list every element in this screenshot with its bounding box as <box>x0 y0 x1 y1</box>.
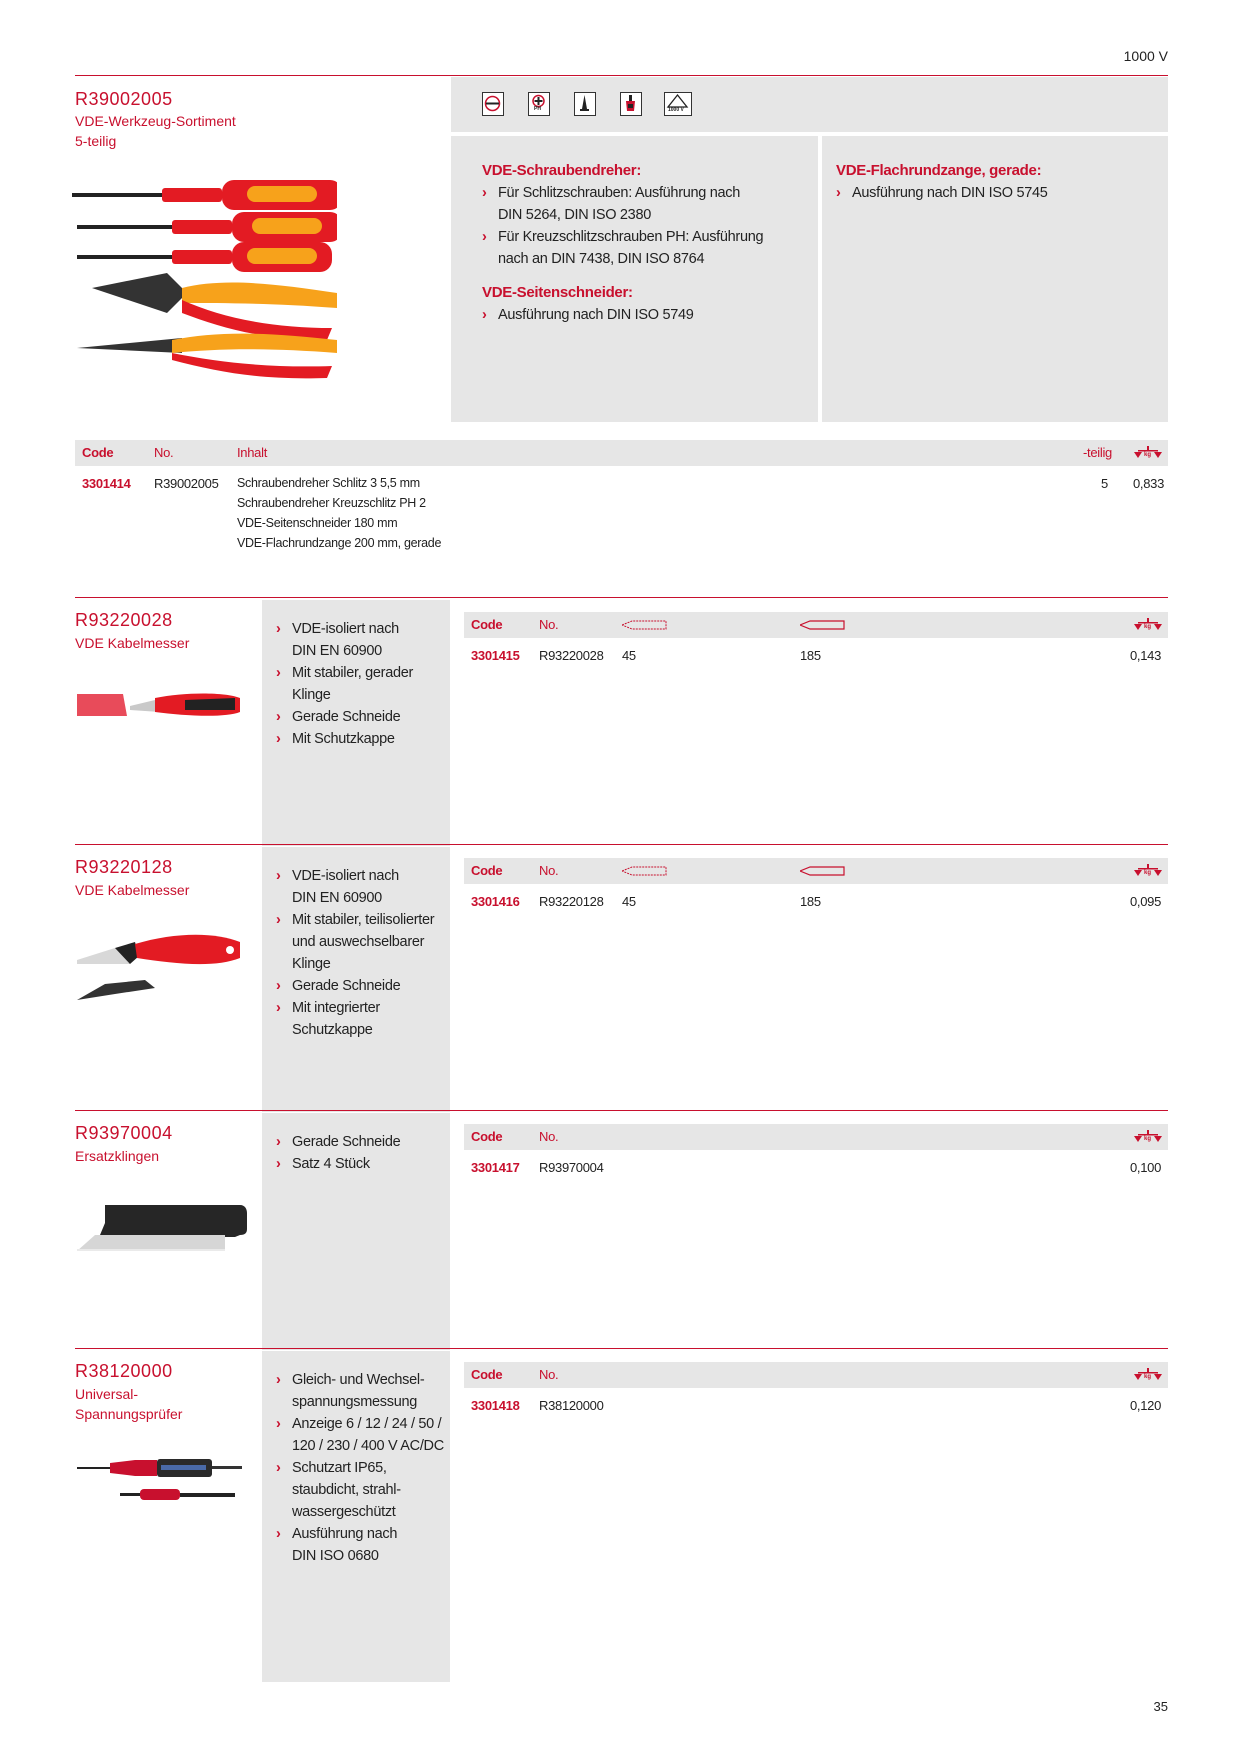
feature-bullet: › Ausführung nach DIN ISO 5749 <box>482 307 694 323</box>
row-no: R93970004 <box>539 1160 604 1175</box>
row-no: R93220028 <box>539 648 604 663</box>
product-name-sub: Spannungsprüfer <box>75 1406 183 1422</box>
feature-bullet: › Mit Schutzkappe <box>276 731 395 747</box>
row-code: 3301416 <box>471 894 520 909</box>
total-length-icon <box>800 866 846 876</box>
product-number: R39002005 <box>75 89 173 109</box>
table-header <box>464 612 1168 638</box>
row-weight: 0,095 <box>1130 894 1162 909</box>
feature-bullet: › VDE-isoliert nach DIN EN 60900 <box>276 868 399 906</box>
feature-list <box>276 865 434 1041</box>
row-inhalt: VDE-Flachrundzange 200 mm, gerade <box>237 536 442 550</box>
row-blade-length: 45 <box>622 648 636 663</box>
feature-bullet: › Mit stabiler, teilisolierter und auswechselbarer Klinge <box>276 912 435 972</box>
product-name-sub: 5-teilig <box>75 133 117 149</box>
row-no: R39002005 <box>154 476 219 491</box>
col-code: Code <box>471 1129 503 1144</box>
feature-bullet: › Gerade Schneide <box>276 1134 401 1150</box>
table-header <box>464 858 1168 884</box>
row-inhalt: Schraubendreher Kreuzschlitz PH 2 <box>237 496 426 510</box>
row-weight: 0,100 <box>1130 1160 1162 1175</box>
product-name: VDE Kabelmesser <box>75 635 190 651</box>
divider <box>75 1110 1168 1111</box>
row-code: 3301414 <box>82 476 131 491</box>
feature-bullet: › Gerade Schneide <box>276 978 401 994</box>
row-code: 3301418 <box>471 1398 520 1413</box>
product-name: Ersatzklingen <box>75 1148 160 1164</box>
weight-kg-icon: kg <box>1133 446 1163 465</box>
feature-bullet: › Gleich- und Wechsel- spannungsmessung <box>276 1372 425 1410</box>
tool-set-image <box>72 168 337 388</box>
feature-heading: VDE-Schraubendreher: <box>482 162 642 179</box>
voltage-label: 1000 V <box>1123 48 1168 64</box>
row-weight: 0,120 <box>1130 1398 1162 1413</box>
blade-length-icon <box>622 866 668 876</box>
col-code: Code <box>471 1367 503 1382</box>
feature-bullet: › Für Schlitzschrauben: Ausführung nach DIN 5264, DIN ISO 2380 <box>482 185 740 223</box>
col-teilig: -teilig <box>1083 445 1112 460</box>
cable-knife-image <box>75 928 245 1008</box>
feature-list <box>276 1131 400 1175</box>
divider <box>75 75 1168 76</box>
row-inhalt: Schraubendreher Schlitz 3 5,5 mm <box>237 476 420 490</box>
col-no: No. <box>539 617 559 632</box>
weight-kg-icon: kg <box>1133 1130 1163 1149</box>
product-name: Universal- <box>75 1386 139 1402</box>
feature-bullet: › Schutzart IP65, staubdicht, strahl- wassergeschützt <box>276 1460 401 1520</box>
pliers-image <box>77 334 337 379</box>
table-header <box>75 440 1168 466</box>
weight-kg-icon: kg <box>1133 618 1163 637</box>
icon-bar <box>451 77 1168 132</box>
table-header <box>464 1362 1168 1388</box>
product-number: R38120000 <box>75 1361 173 1381</box>
feature-bullet: › Ausführung nach DIN ISO 5745 <box>836 185 1048 201</box>
feature-bullet: › Gerade Schneide <box>276 709 401 725</box>
row-no: R93220128 <box>539 894 604 909</box>
divider <box>75 844 1168 845</box>
screwdriver-tip-icon <box>574 92 596 116</box>
feature-bullet: › Mit stabiler, gerader Klinge <box>276 665 414 703</box>
blade-length-icon <box>622 620 668 630</box>
insulated-tool-icon <box>620 92 642 116</box>
replacement-blades-image <box>75 1203 247 1253</box>
feature-list <box>276 1369 444 1567</box>
feature-bullet: › VDE-isoliert nach DIN EN 60900 <box>276 621 399 659</box>
table-header <box>464 1124 1168 1150</box>
cable-knife-image <box>75 690 245 720</box>
col-inhalt: Inhalt <box>237 445 268 460</box>
col-no: No. <box>539 1129 559 1144</box>
vde-1000v-label: 1000 V <box>668 107 684 113</box>
weight-kg-icon: kg <box>1133 1368 1163 1387</box>
row-inhalt: VDE-Seitenschneider 180 mm <box>237 516 398 530</box>
feature-list <box>276 618 413 750</box>
divider <box>75 597 1168 598</box>
row-code: 3301417 <box>471 1160 520 1175</box>
feature-heading: VDE-Seitenschneider: <box>482 284 633 301</box>
screwdriver-image <box>77 212 337 242</box>
feature-bullet: › Ausführung nach DIN ISO 0680 <box>276 1526 398 1564</box>
col-no: No. <box>539 1367 559 1382</box>
col-code: Code <box>471 617 503 632</box>
product-name: VDE Kabelmesser <box>75 882 190 898</box>
feature-heading: VDE-Flachrundzange, gerade: <box>836 162 1042 179</box>
side-cutter-image <box>92 273 337 340</box>
feature-bullet: › Mit integrierter Schutzkappe <box>276 1000 380 1038</box>
page-number: 35 <box>1153 1699 1168 1714</box>
row-weight: 0,143 <box>1130 648 1162 663</box>
product-number: R93220028 <box>75 610 173 630</box>
vde-1000v-icon <box>664 92 692 116</box>
col-no: No. <box>154 445 174 460</box>
phillips-icon-label: PH <box>534 106 541 112</box>
feature-bullet: › Für Kreuzschlitzschrauben PH: Ausführung nach an DIN 7438, DIN ISO 8764 <box>482 229 764 267</box>
row-total-length: 185 <box>800 648 821 663</box>
divider <box>75 1348 1168 1349</box>
voltage-tester-image <box>75 1455 245 1505</box>
row-blade-length: 45 <box>622 894 636 909</box>
product-number: R93220128 <box>75 857 173 877</box>
row-no: R38120000 <box>539 1398 604 1413</box>
feature-bullet: › Satz 4 Stück <box>276 1156 370 1172</box>
row-total-length: 185 <box>800 894 821 909</box>
col-code: Code <box>471 863 503 878</box>
product-number: R93970004 <box>75 1123 173 1143</box>
phillips-icon <box>528 92 550 116</box>
row-code: 3301415 <box>471 648 520 663</box>
weight-kg-icon: kg <box>1133 864 1163 883</box>
col-code: Code <box>82 445 114 460</box>
row-weight: 0,833 <box>1133 476 1165 491</box>
screwdriver-image <box>77 242 332 272</box>
col-no: No. <box>539 863 559 878</box>
row-teilig: 5 <box>1101 476 1108 491</box>
screwdriver-image <box>72 180 337 210</box>
product-name: VDE-Werkzeug-Sortiment <box>75 113 236 129</box>
slotted-screwdriver-icon <box>482 92 504 116</box>
feature-bullet: › Anzeige 6 / 12 / 24 / 50 / 120 / 230 / 400 V AC/DC <box>276 1416 444 1454</box>
total-length-icon <box>800 620 846 630</box>
